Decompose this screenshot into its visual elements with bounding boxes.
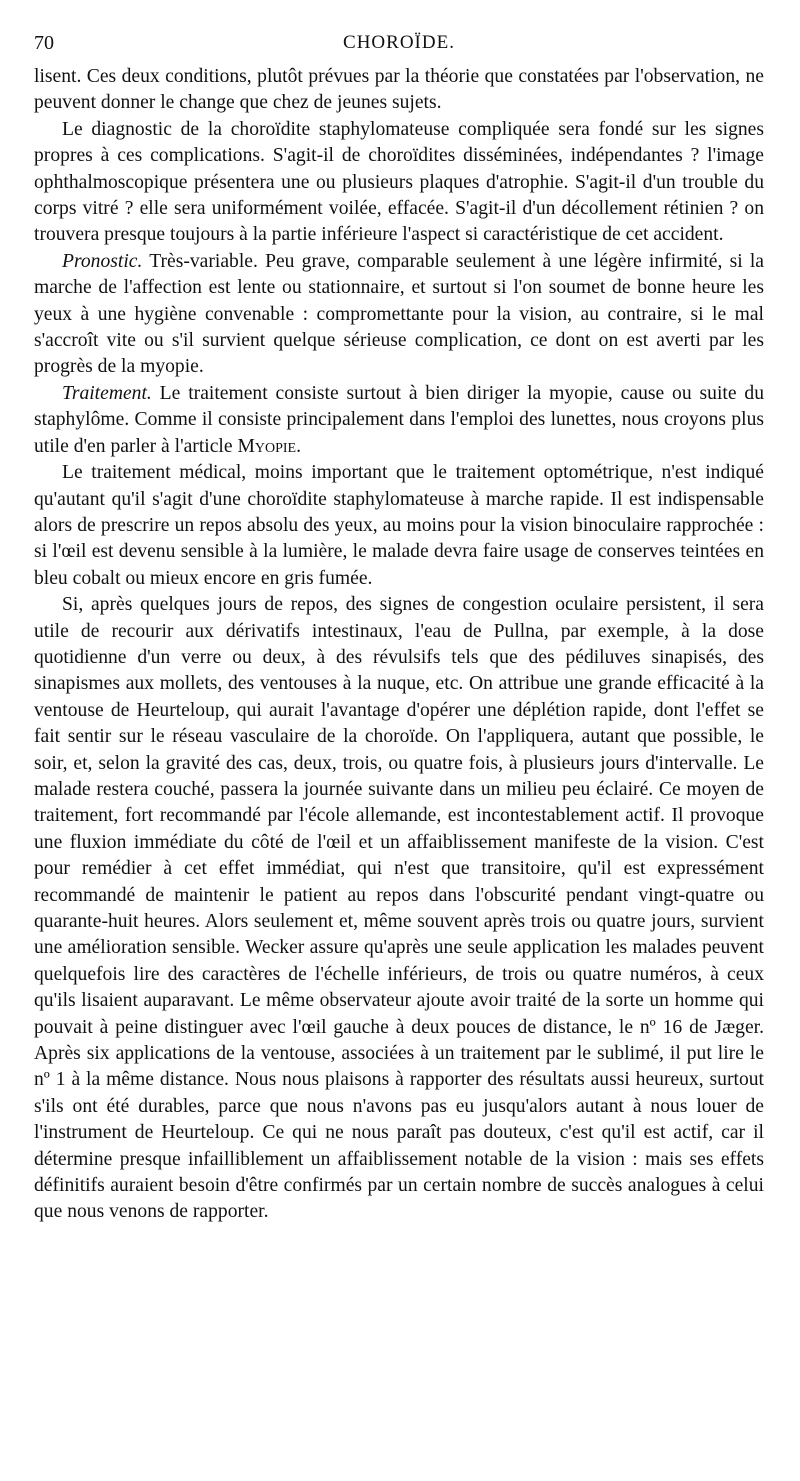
- section-lead-traitement: Traitement.: [62, 382, 152, 404]
- body-text: [34, 64, 764, 1226]
- paragraph-pronostic: [34, 249, 764, 381]
- paragraph-traitement: [34, 381, 764, 460]
- paragraph-text: Le traitement consiste surtout à bien diriger la myopie, cause ou suite du staphylôme. Comme il consiste principalement dans l'emploi des lunettes, nous croyons plus utile d'en parler à l'article: [34, 382, 764, 457]
- paragraph-tail: .: [296, 435, 302, 457]
- paragraph-text: Si, après quelques jours de repos, des signes de congestion oculaire persistent, il sera utile de recourir aux dérivatifs intestinaux, l'eau de Pullna, par exemple, à la dose quotidienne d'un verre ou deux, à des révulsifs tels que des pédiluves sinapisés, des sinapismes aux mollets, des ventouses à la nuque, etc. On attribue une grande efficacité à la ventouse de Heurteloup, qui aurait l'avantage d'opérer une déplétion rapide, dont l'effet se fait sentir sur le réseau vasculaire de la choroïde. On l'appliquera, autant que possible, le soir, et, selon la gravité des cas, deux, trois, ou quatre fois, à plusieurs jours d'intervalle. Le malade restera couché, passera la journée suivante dans un milieu peu éclairé. Ce moyen de traitement, fort recommandé par l'école allemande, est incontestablement actif. Il provoque une fluxion immédiate du côté de l'œil et un affaiblissement manifeste de la vision. C'est pour remédier à cet effet immédiat, qui n'est que transitoire, qu'il est expressément recommandé de maintenir le patient au repos dans l'obscurité pendant vingt-quatre ou quarante-huit heures. Alors seulement et, même souvent après trois ou quatre jours, survient une amélioration sensible. Wecker assure qu'après une seule application les malades peuvent quelquefois lire des caractères de l'échelle inférieurs, de trois ou quatre numéros, à ceux qu'ils lisaient auparavant. Le même observateur ajoute avoir traité de la sorte un homme qui pouvait à peine distinguer avec l'œil gauche à deux pouces de distance, le nº 16 de Jæger. Après six applications de la ventouse, associées à un traitement par le sublimé, il put lire le nº 1 à la même distance. Nous nous plaisons à rapporter des résultats aussi heureux, surtout s'ils ont été durables, parce que nous n'avons pas eu jusqu'alors autant à nous louer de l'instrument de Heurteloup. Ce qui ne nous paraît pas douteux, c'est qu'il est actif, car il détermine presque infailliblement un affaiblissement notable de la vision : mais ses effets définitifs auraient besoin d'être confirmés par un certain nombre de succès analogues à celui que nous venons de rapporter.: [34, 594, 764, 1223]
- page-header: [34, 32, 764, 62]
- paragraph: [34, 592, 764, 1226]
- paragraph-text: Le traitement médical, moins important que le traitement optométrique, n'est indiqué qu'autant qu'il s'agit d'une choroïdite staphylomateuse à marche rapide. Il est indispensable alors de prescrire un repos absolu des yeux, au moins pour la vision binoculaire rapprochée : si l'œil est devenu sensible à la lumière, le malade devra faire usage de conserves teintées en bleu cobalt ou mieux encore en gris fumée.: [34, 462, 764, 589]
- page-number: 70: [34, 32, 54, 54]
- paragraph: [34, 64, 764, 117]
- paragraph: [34, 460, 764, 592]
- paragraph-text: Très-variable. Peu grave, comparable seulement à une légère infirmité, si la marche de l'affection est lente ou stationnaire, et surtout si l'on soumet de bonne heure les yeux à une hygiène convenable : compromettante pour la vision, au contraire, si le mal s'accroît vite ou s'il survient quelque sérieuse complication, ce dont on est averti par les progrès de la myopie.: [34, 250, 764, 378]
- running-title: CHOROÏDE.: [343, 32, 455, 53]
- paragraph-text: lisent. Ces deux conditions, plutôt prévues par la théorie que constatées par l'observation, ne peuvent donner le change que chez de jeunes sujets.: [34, 66, 764, 114]
- cross-reference-myopie: Myopie: [237, 435, 297, 457]
- section-lead-pronostic: Pronostic.: [62, 250, 143, 272]
- paragraph: [34, 117, 764, 249]
- paragraph-text: Le diagnostic de la choroïdite staphylomateuse compliquée sera fondé sur les signes propres à ces complications. S'agit-il de choroïdites disséminées, indépendantes ? l'image ophthalmoscopique présentera une ou plusieurs plaques d'atrophie. S'agit-il d'un trouble du corps vitré ? elle sera uniformément voilée, effacée. S'agit-il d'un décollement rétinien ? on trouvera presque toujours à la partie inférieure l'aspect si caractéristique de cet accident.: [34, 118, 764, 246]
